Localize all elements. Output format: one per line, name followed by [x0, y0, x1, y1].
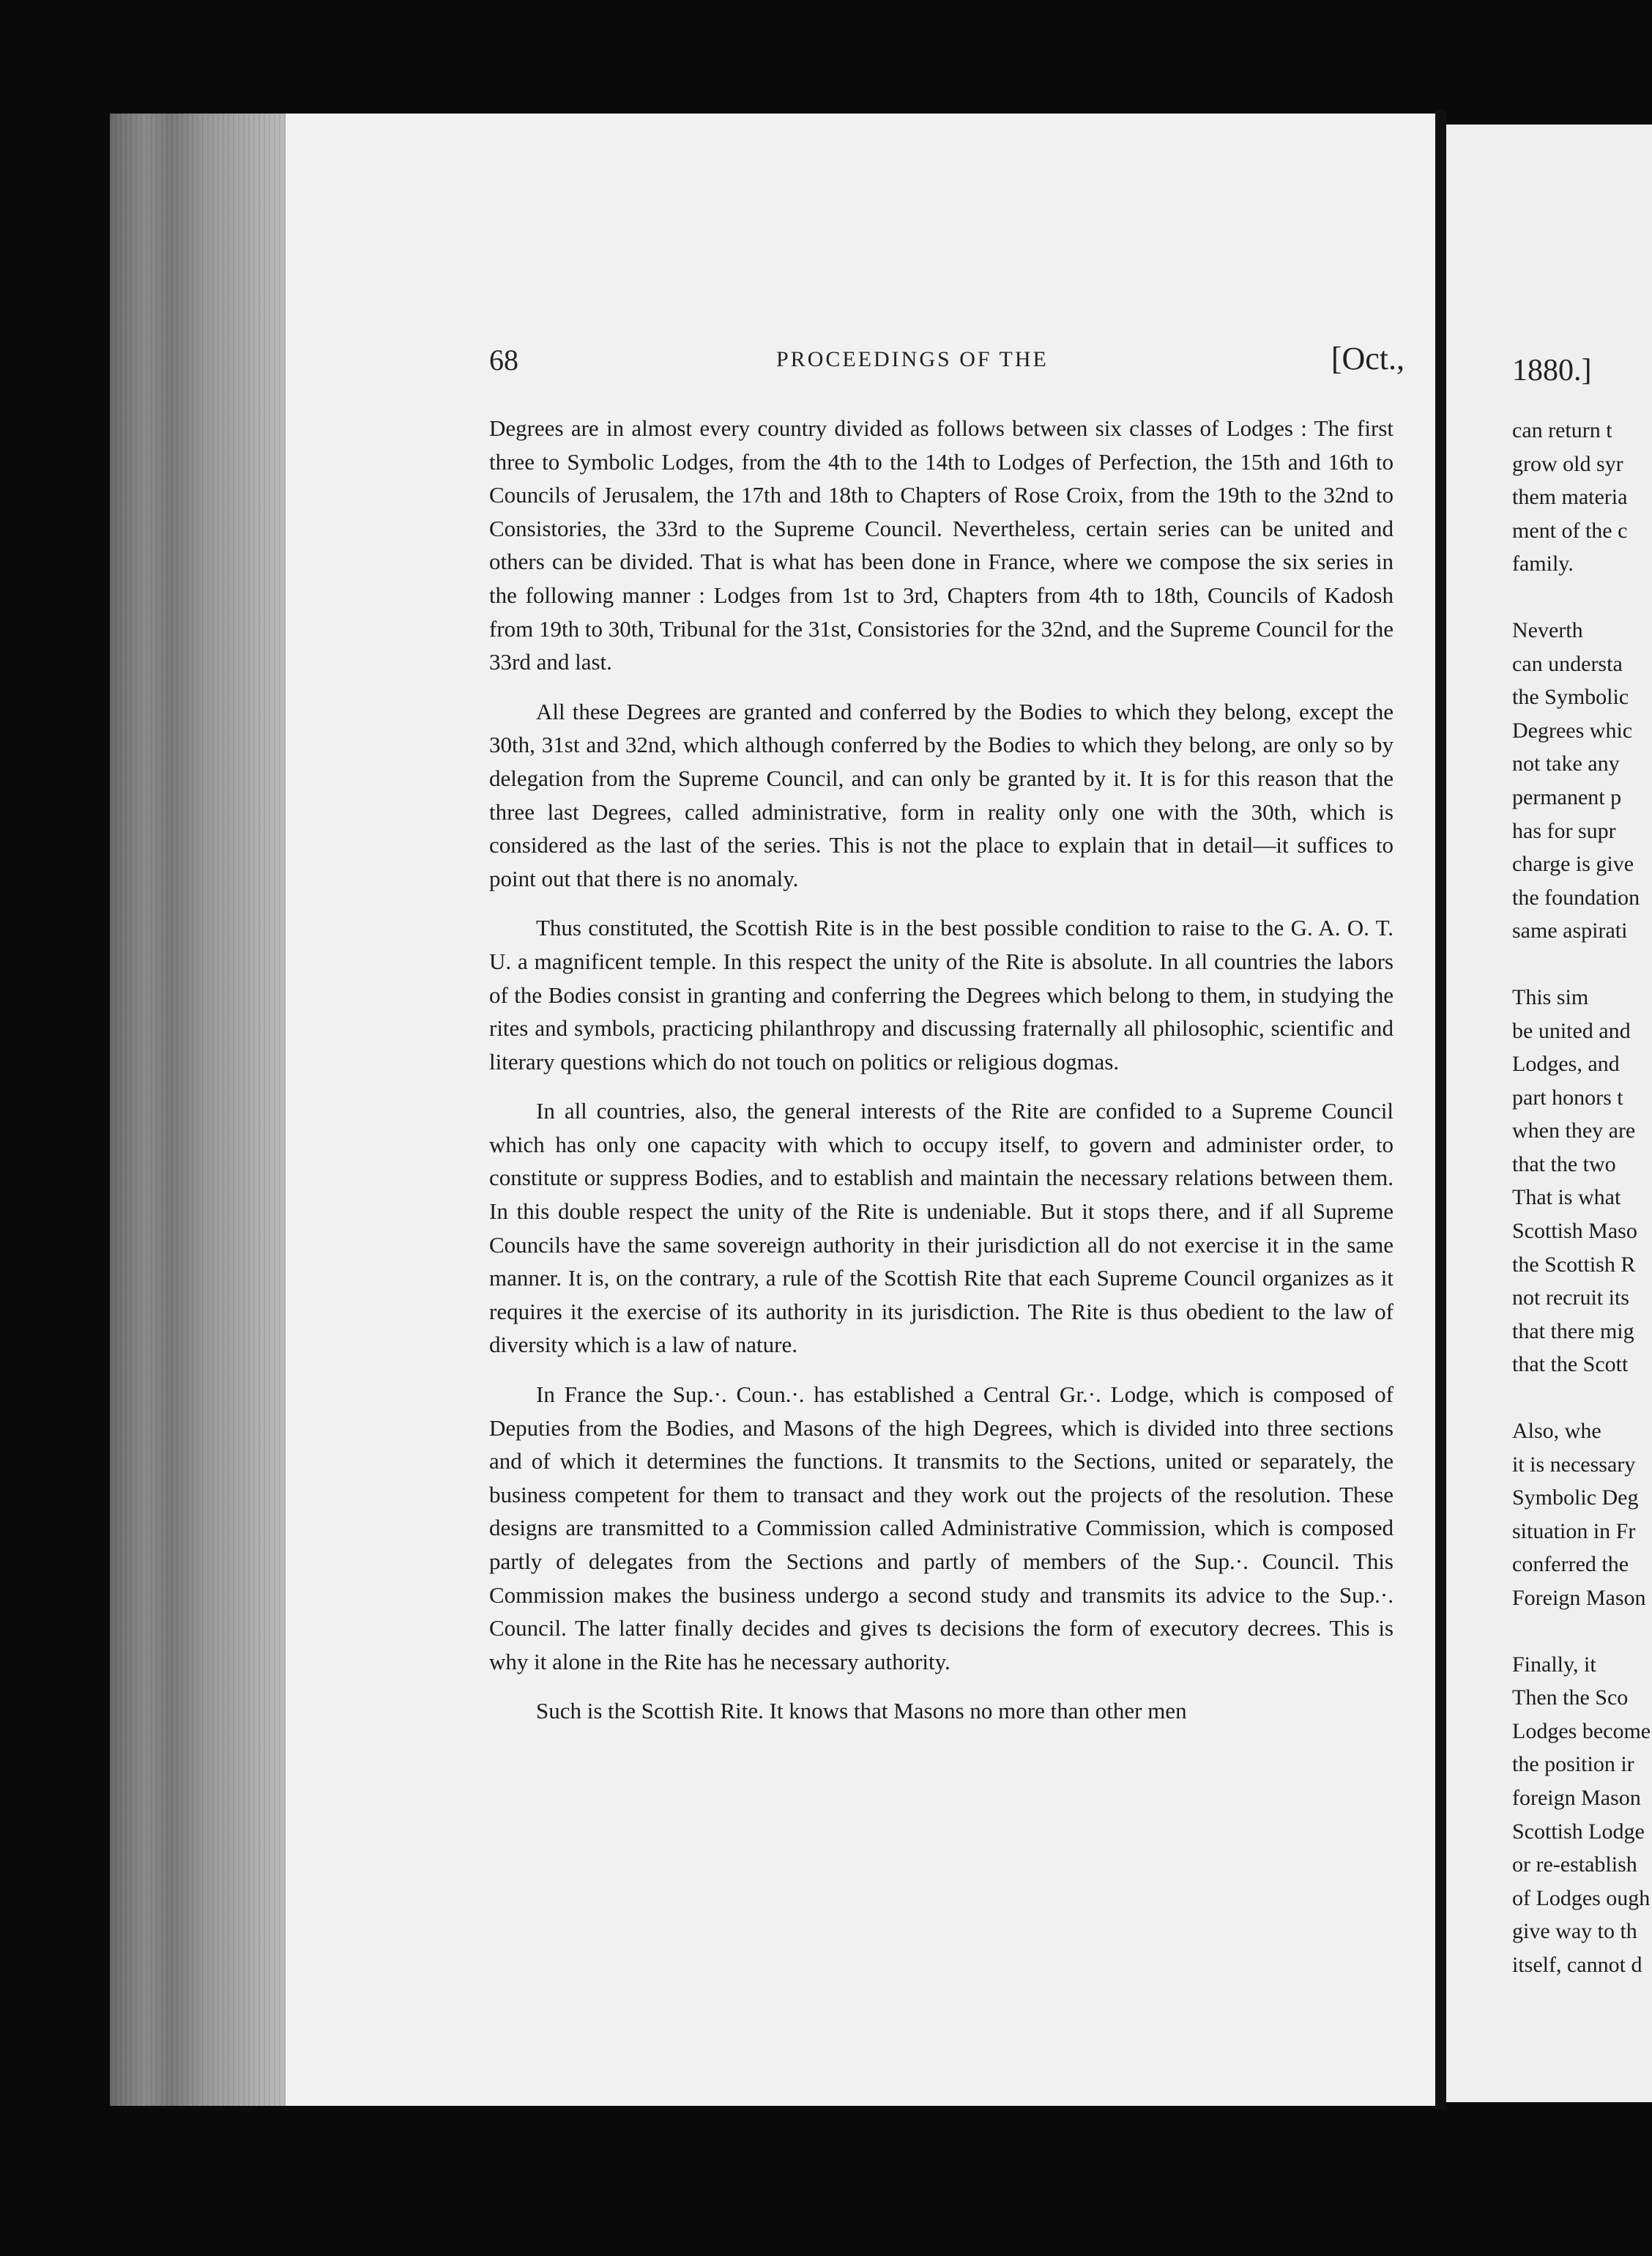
text-line: same aspirati [1512, 919, 1628, 943]
text-line: Neverth [1512, 617, 1583, 642]
right-running-date: 1880.] [1512, 354, 1592, 387]
paragraph-gap [1512, 581, 1652, 614]
text-line: Then the Sco [1512, 1685, 1629, 1710]
text-line: permanent p [1512, 784, 1622, 809]
text-line: can understa [1512, 651, 1623, 676]
text-line: Lodges, and [1512, 1052, 1620, 1077]
text-line: part honors t [1512, 1085, 1623, 1110]
text-line: give way to th [1512, 1919, 1637, 1944]
text-line: Foreign Mason [1512, 1586, 1646, 1610]
text-line: family. [1512, 552, 1574, 576]
paragraph: In all countries, also, the general interests of the Rite are confided to a Supreme Council which has only one capacity with which to occupy itself, to govern and administer order, to constitute or suppress Bodies, and to establish and maintain the necessary relations between them. In this double respect the unity of the Rite is undeniable. But it stops there, and if all Supreme Councils have the same sovereign authority in their jurisdiction all do not exercise it in the same manner. It is, on the contrary, a rule of the Scottish Rite that each Supreme Council organizes as it requires it the exercise of its authority in its jurisdiction. The Rite is thus obedient to the law of diversity which is a law of nature. [489, 1098, 1394, 1358]
text-line: of Lodges ough [1512, 1885, 1651, 1910]
text-line: itself, cannot d [1512, 1952, 1642, 1977]
paragraph-gap [1512, 1381, 1652, 1414]
text-line: the foundation [1512, 885, 1640, 910]
text-line: foreign Mason [1512, 1785, 1641, 1810]
text-line: the Scottish R [1512, 1252, 1636, 1277]
text-line: that there mig [1512, 1318, 1634, 1343]
page-gutter [1435, 110, 1446, 2110]
left-page-body [489, 412, 1394, 1744]
running-title: PROCEEDINGS OF THE [776, 347, 1049, 371]
text-line: charge is give [1512, 852, 1634, 877]
paragraph: Thus constituted, the Scottish Rite is in the best possible condition to raise to the G. A. O. T. U. a magnificent temple. In this respect the unity of the Rite is absolute. In all countries the labors of the Bodies consist in granting and conferring the Degrees which belong to them, in studying the rites and symbols, practicing philanthropy and discussing fraternally all philosophic, scientific and literary questions which do not touch on politics or religious dogmas. [489, 915, 1394, 1075]
text-line: it is necessary [1512, 1452, 1636, 1477]
running-date: [Oct., [1331, 341, 1404, 376]
paragraph: Such is the Scottish Rite. It knows that Masons no more than other men [536, 1698, 1187, 1724]
text-line: Lodges become [1512, 1718, 1651, 1743]
paragraph: Degrees are in almost every country divided as follows between six classes of Lodges : The first three to Symbolic Lodges, from the 4th to the 14th to Lodges of Perfection, the 15th and 16th to Councils of Jerusalem, the 17th and 18th to Chapters of Rose Croix, from the 19th to the 32nd to Consistories, the 33rd to the Supreme Council. Nevertheless, certain series can be united and others can be divided. That is what has been done in France, where we compose the six series in the following manner : Lodges from 1st to 3rd, Chapters from 4th to 18th, Councils of Kadosh from 19th to 30th, Tribunal for the 31st, Consistories for the 32nd, and the Supreme Council for the 33rd and last. [489, 415, 1394, 675]
text-line: Scottish Lodge [1512, 1819, 1645, 1844]
text-line: This sim [1512, 984, 1589, 1009]
text-line: when they are [1512, 1118, 1636, 1143]
left-running-head [489, 343, 1404, 387]
text-line: can return t [1512, 418, 1612, 442]
book-page-edge-lines [110, 114, 286, 2106]
text-line: Finally, it [1512, 1652, 1596, 1677]
text-line: Scottish Maso [1512, 1219, 1637, 1244]
text-line: not recruit its [1512, 1285, 1629, 1310]
text-line: that the Scott [1512, 1352, 1629, 1377]
text-line: conferred the [1512, 1552, 1629, 1577]
text-line: not take any [1512, 752, 1620, 776]
text-line: them materia [1512, 485, 1628, 510]
text-line: the position ir [1512, 1752, 1634, 1777]
text-line: that the two [1512, 1151, 1616, 1176]
text-line: situation in Fr [1512, 1518, 1636, 1543]
text-line: Degrees whic [1512, 718, 1633, 743]
text-line: has for supr [1512, 818, 1616, 843]
text-line: be united and [1512, 1018, 1631, 1043]
text-line: or re-establish [1512, 1852, 1637, 1877]
paragraph: All these Degrees are granted and conferred by the Bodies to which they belong, except the 30th, 31st and 32nd, which although conferred by the Bodies to which they belong, are only so by delegation from the Supreme Council, and can only be granted by it. It is for this reason that the three last Degrees, called administrative, form in reality only one with the 30th, which is considered as the last of the series. This is not the place to explain that in detail—it suffices to point out that there is no anomaly. [489, 698, 1394, 891]
text-line: That is what [1512, 1185, 1621, 1210]
text-line: Symbolic Deg [1512, 1485, 1639, 1510]
text-line: the Symbolic [1512, 685, 1629, 710]
text-line: Also, whe [1512, 1419, 1601, 1444]
paragraph-gap [1512, 1615, 1652, 1648]
right-page-body [1512, 414, 1652, 1982]
page-number: 68 [489, 344, 518, 376]
text-line: grow old syr [1512, 451, 1623, 476]
text-line: ment of the c [1512, 518, 1628, 543]
paragraph-gap [1512, 948, 1652, 981]
paragraph: In France the Sup.·. Coun.·. has established a Central Gr.·. Lodge, which is composed of Deputies from the Bodies, and Masons of the high Degrees, which is divided into three sections and of which it determines the functions. It transmits to the Sections, united or separately, the business competent for them to transact and they work out the projects of the resolution. These designs are transmitted to a Commission called Administrative Commission, which is composed partly of delegates from the Sections and partly of members of the Sup.·. Council. This Commission makes the business undergo a second study and transmits its advice to the Sup.·. Council. The latter finally decides and gives ts decisions the form of executory decrees. This is why it alone in the Rite has he necessary authority. [489, 1381, 1394, 1674]
